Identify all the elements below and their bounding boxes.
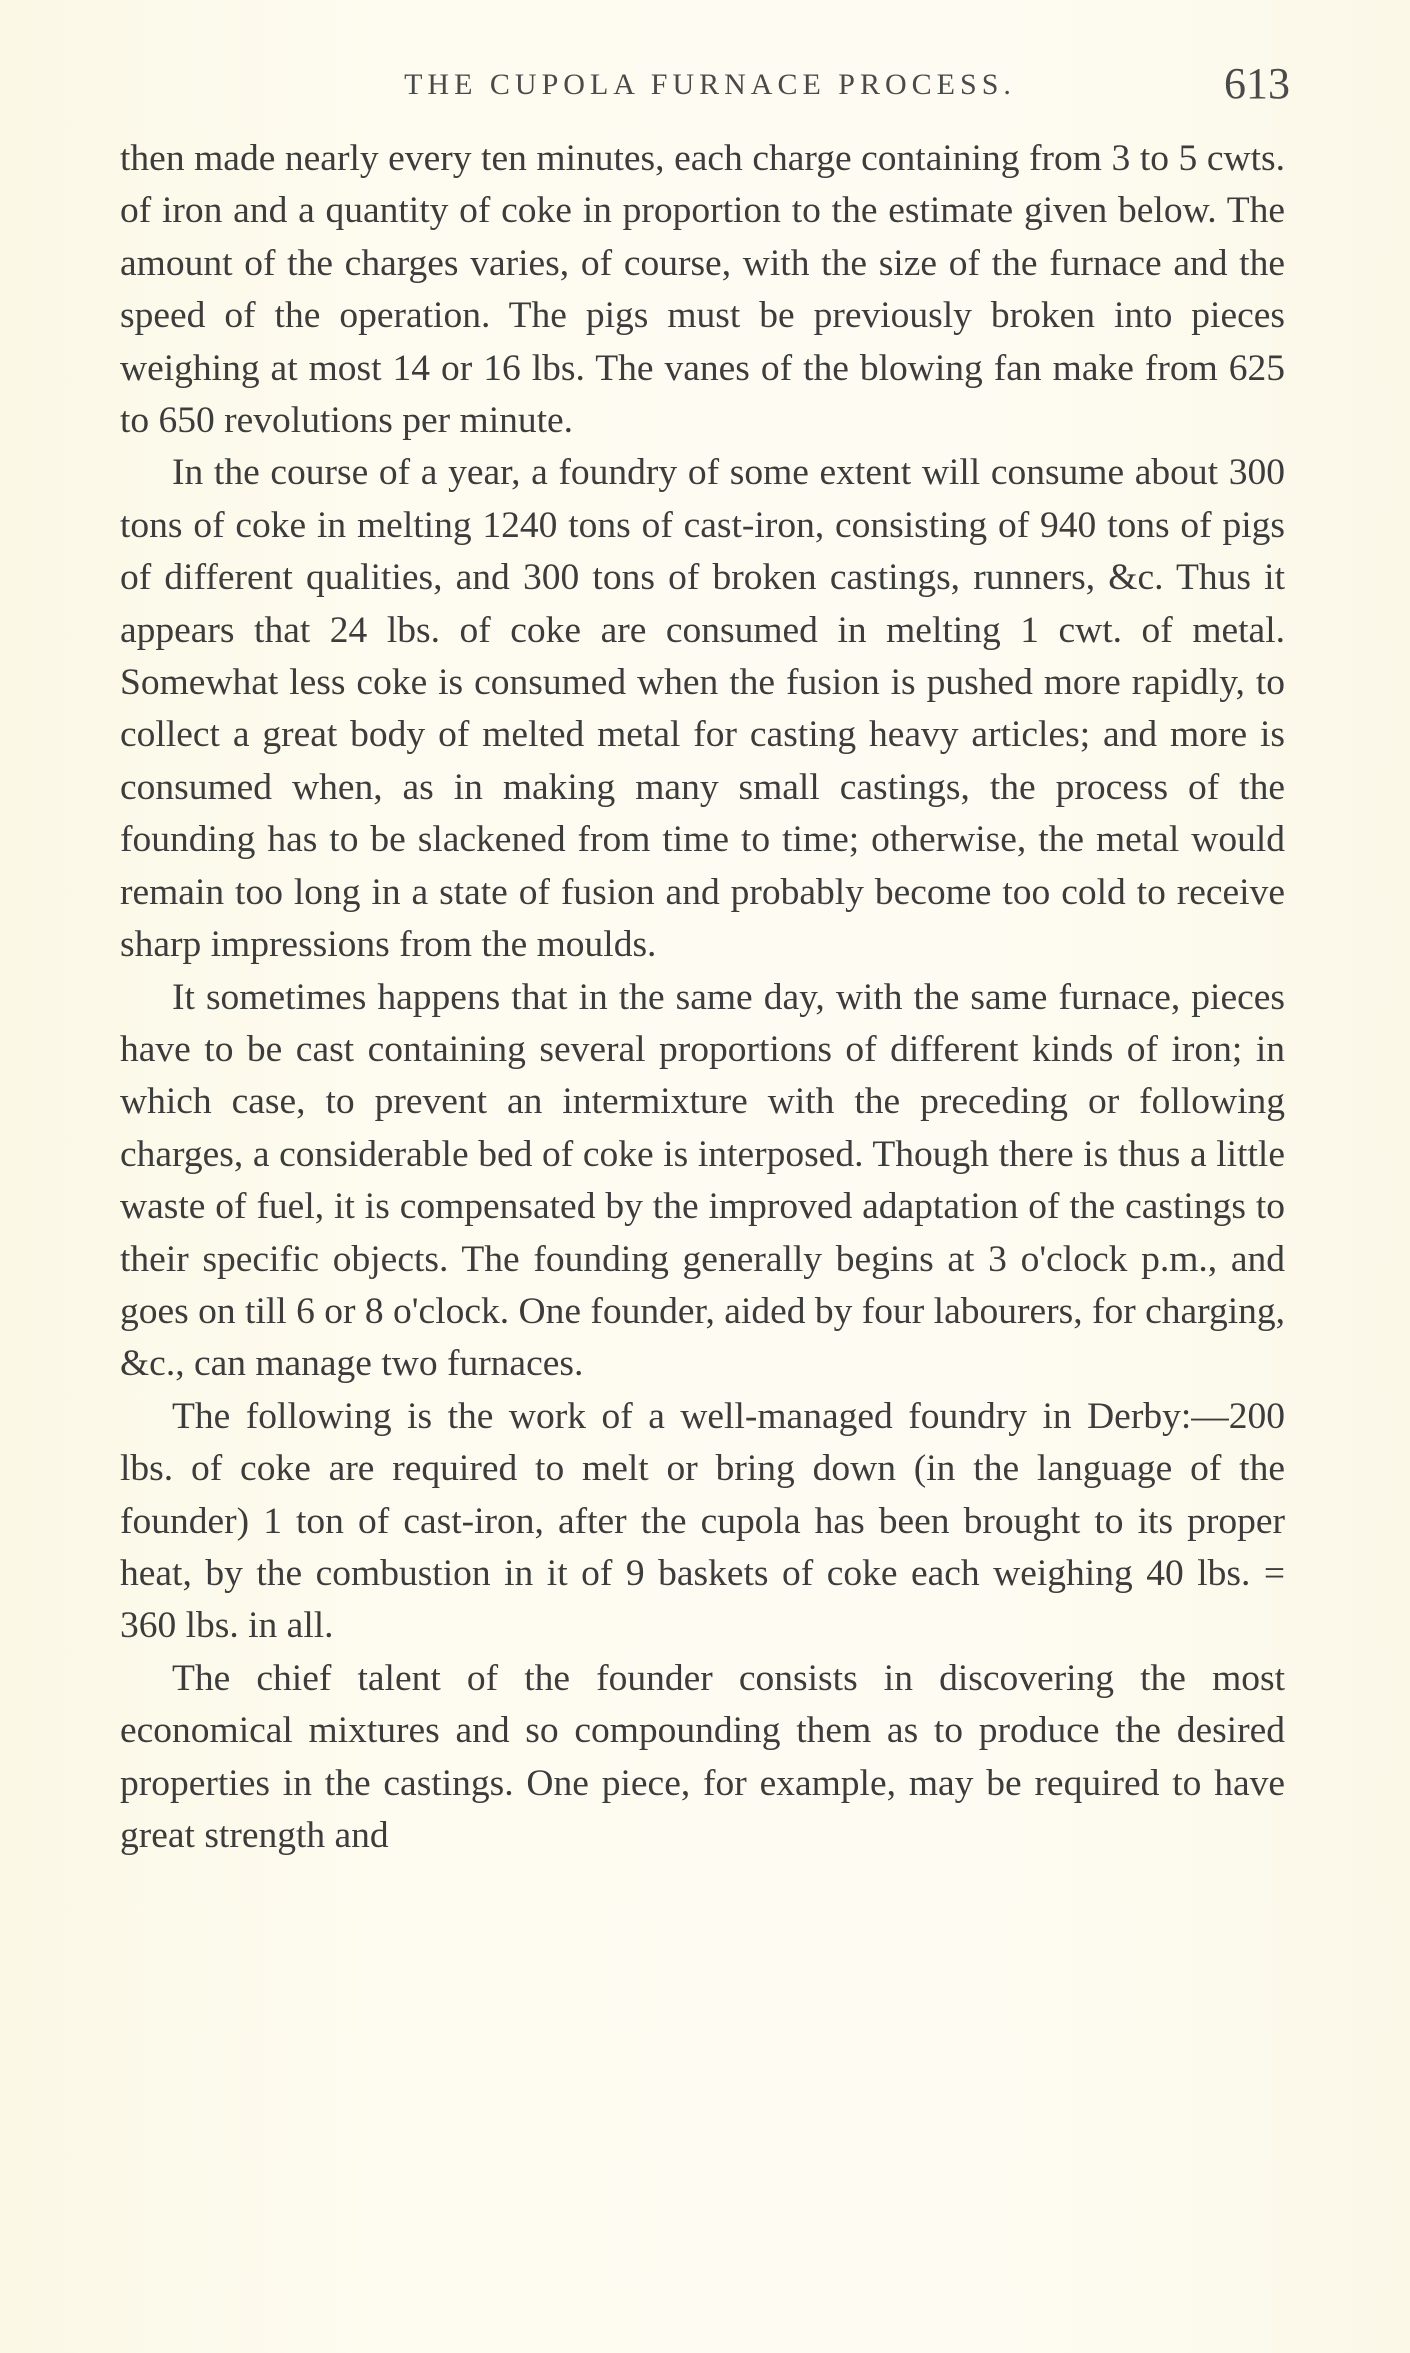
paragraph-mixed-iron: It sometimes happens that in the same day, with the same furnace, pieces have to be cast containing several proportions of different kinds of iron; in which case, to prevent an intermixture with the preceding or following charges, a considerable bed of coke is interposed. Though there is thus a little waste of fuel, it is compensated by the improved adaptation of the castings to their specific objects. The founding generally begins at 3 o'clock p.m., and goes on till 6 or 8 o'clock. One founder, aided by four labourers, for charging, &c., can manage two furnaces. <box>120 976 1285 1385</box>
body-text <box>120 133 1285 1862</box>
page-number: 613 <box>1224 59 1290 108</box>
running-title: THE CUPOLA FURNACE PROCESS. <box>404 68 1016 101</box>
paragraph-derby-foundry: The following is the work of a well-managed foundry in Derby:—200 lbs. of coke are required to melt or bring down (in the language of the founder) 1 ton of cast-iron, after the cupola has been brought to its proper heat, by the combustion in it of 9 baskets of coke each weighing 40 lbs. = 360 lbs. in all. <box>120 1395 1285 1647</box>
running-head <box>120 58 1300 118</box>
paragraph-coke-consumption: In the course of a year, a foundry of some extent will consume about 300 tons of coke in melting 1240 tons of cast-iron, consisting of 940 tons of pigs of different qualities, and 300 tons of broken castings, runners, &c. Thus it appears that 24 lbs. of coke are consumed in melting 1 cwt. of metal. Somewhat less coke is consumed when the fusion is pushed more rapidly, to collect a great body of melted metal for casting heavy articles; and more is consumed when, as in making many small castings, the process of the founding has to be slackened from time to time; otherwise, the metal would remain too long in a state of fusion and probably become too cold to receive sharp impressions from the moulds. <box>120 452 1285 966</box>
paragraph-founder-talent: The chief talent of the founder consists in discovering the most economical mixtures and so compounding them as to produce the desired properties in the castings. One piece, for example, may be required to have great strength and <box>120 1657 1285 1856</box>
paragraph-continuation: then made nearly every ten minutes, each charge containing from 3 to 5 cwts. of iron and a quantity of coke in proportion to the estimate given below. The amount of the charges varies, of course, with the size of the furnace and the speed of the operation. The pigs must be previously broken into pieces weighing at most 14 or 16 lbs. The vanes of the blowing fan make from 625 to 650 revolutions per minute. <box>120 138 1285 442</box>
